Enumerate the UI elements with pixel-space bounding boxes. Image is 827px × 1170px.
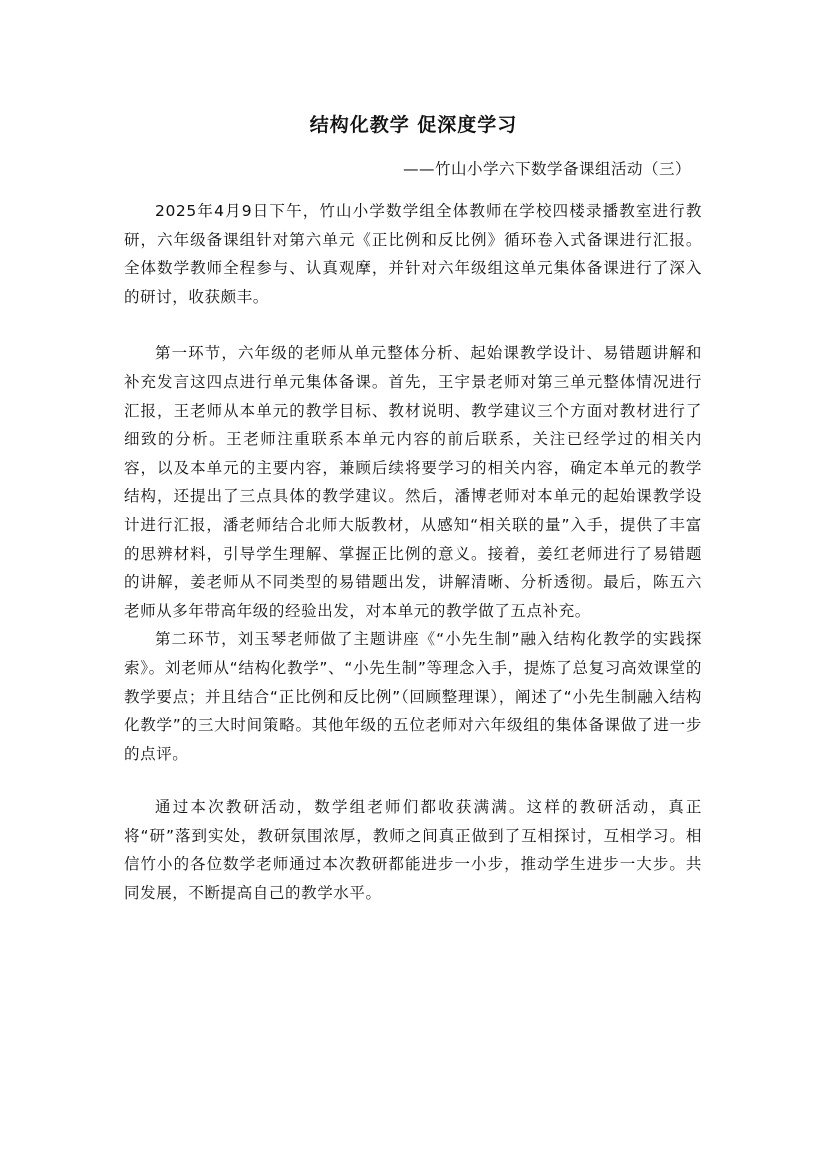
paragraph-session-two: 第二环节，刘玉琴老师做了主题讲座《“小先生制”融入结构化教学的实践探索》。刘老师从“结构化教学”、“小先生制”等理念入手，提炼了总复习高效课堂的教学要点；并且结合“正比例和反比例”（回顾整理课），阐述了“小先生制融入结构化教学”的三大时间策略。其他年级的五位老师对六年级组的集体备课做了进一步的点评。: [124, 630, 702, 763]
paragraph-session-one: 第一环节，六年级的老师从单元整体分析、起始课教学设计、易错题讲解和补充发言这四点进行单元集体备课。首先，王宇景老师对第三单元整体情况进行汇报，王老师从本单元的教学目标、教材说明、教学建议三个方面对教材进行了细致的分析。王老师注重联系本单元内容的前后联系，关注已经学过的相关内容，以及本单元的主要内容，兼顾后续将要学习的相关内容，确定本单元的教学结构，还提出了三点具体的教学建议。然后，潘博老师对本单元的起始课教学设计进行汇报，潘老师结合北师大版教材，从感知“相关联的量”入手，提供了丰富的思辨材料，引导学生理解、掌握正比例的意义。接着，姜红老师进行了易错题的讲解，姜老师从不同类型的易错题出发，讲解清晰、分析透彻。最后，陈五六老师从多年带高年级的经验出发，对本单元的教学做了五点补充。: [124, 344, 702, 620]
document-body: [124, 197, 702, 908]
document-title: 结构化教学 促深度学习: [309, 114, 518, 136]
paragraph-intro: 2025年4月9日下午，竹山小学数学组全体教师在学校四楼录播教室进行教研，六年级备课组针对第六单元《正比例和反比例》循环卷入式备课进行汇报。全体数学教师全程参与、认真观摩，并针对六年级组这单元集体备课进行了深入的研讨，收获颇丰。: [124, 202, 702, 306]
document-subtitle: ——竹山小学六下数学备课组活动（三）: [402, 160, 691, 178]
paragraph-conclusion: 通过本次教研活动，数学组老师们都收获满满。这样的教研活动，真正将“研”落到实处，教研氛围浓厚，教师之间真正做到了互相探讨，互相学习。相信竹小的各位数学老师通过本次教研都能进步一小步，推动学生进步一大步。共同发展，不断提高自己的教学水平。: [124, 798, 702, 903]
